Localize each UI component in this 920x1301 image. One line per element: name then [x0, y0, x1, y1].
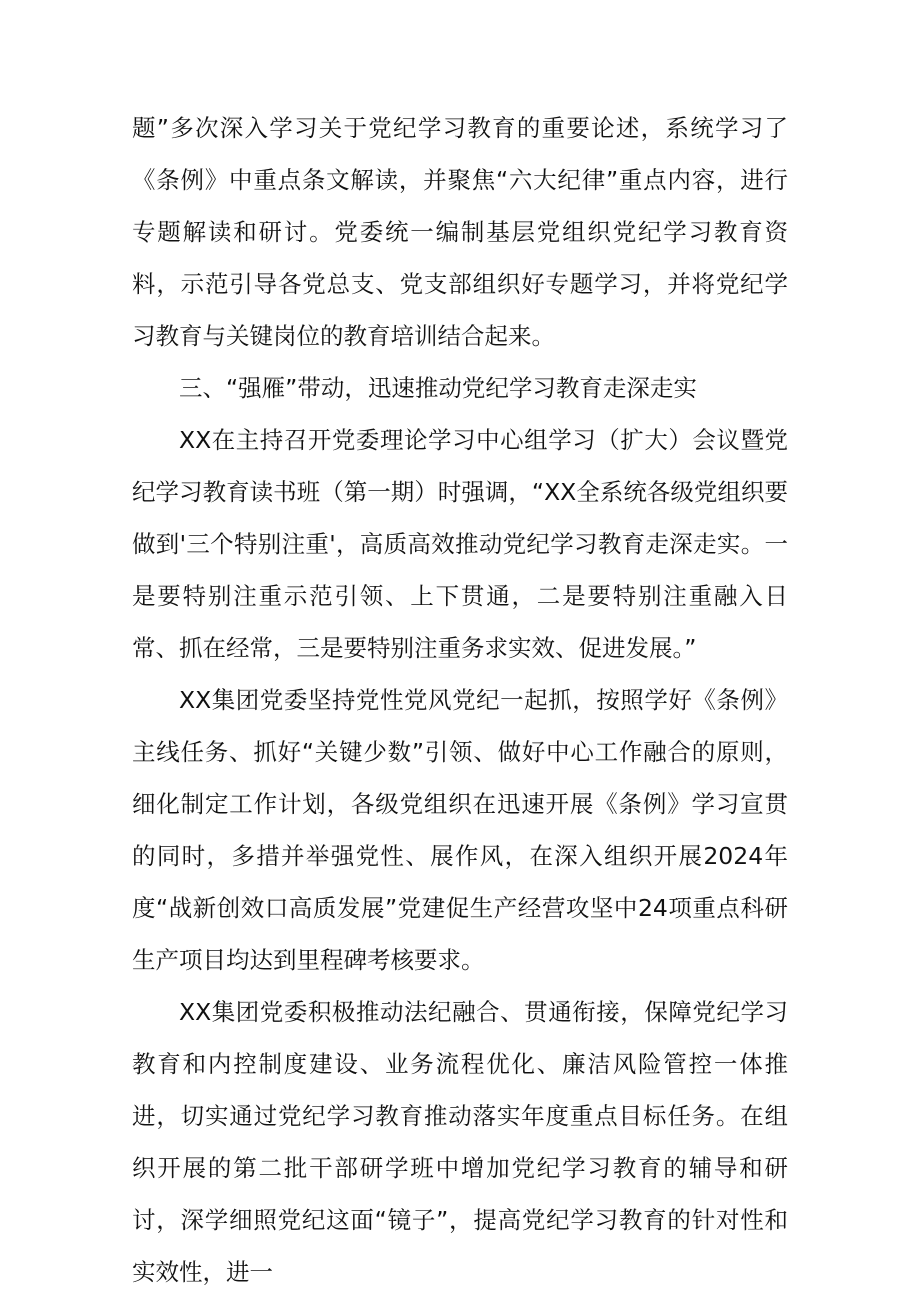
section-heading-three: 三、“强雁”带动，迅速推动党纪学习教育走深走实 — [179, 374, 697, 402]
paragraph-quote: XX在主持召开党委理论学习中心组学习（扩大）会议暨党纪学习教育读书班（第一期）时强调，“XX全系统各级党组织要做到'三个特别注重'，高质高效推动党纪学习教育走深走实。一是要特别注重示范引领、上下贯通，二是要特别注重融入日常、抓在经常，三是要特别注重务求实效、促进发展。” — [132, 426, 788, 662]
paragraph-group-practice: XX集团党委坚持党性党风党纪一起抓，按照学好《条例》主线任务、抓好“关键少数”引领、做好中心工作融合的原则，细化制定工作计划，各级党组织在迅速开展《条例》学习宣贯的同时，多措并举强党性、展作风，在深入组织开展2024年度“战新创效口高质发展”党建促生产经营攻坚中24项重点科研生产项目均达到里程碑考核要求。 — [132, 686, 788, 974]
document-body — [132, 102, 788, 1298]
paragraph-integration: XX集团党委积极推动法纪融合、贯通衔接，保障党纪学习教育和内控制度建设、业务流程优化、廉洁风险管控一体推进，切实通过党纪学习教育推动落实年度重点目标任务。在组织开展的第二批干部研学班中增加党纪学习教育的辅导和研讨，深学细照党纪这面“镜子”，提高党纪学习教育的针对性和实效性，进一 — [132, 998, 788, 1286]
paragraph-continued: 题”多次深入学习关于党纪学习教育的重要论述，系统学习了《条例》中重点条文解读，并聚焦“六大纪律”重点内容，进行专题解读和研讨。党委统一编制基层党组织党纪学习教育资料，示范引导各党总支、党支部组织好专题学习，并将党纪学习教育与关键岗位的教育培训结合起来。 — [132, 114, 788, 350]
